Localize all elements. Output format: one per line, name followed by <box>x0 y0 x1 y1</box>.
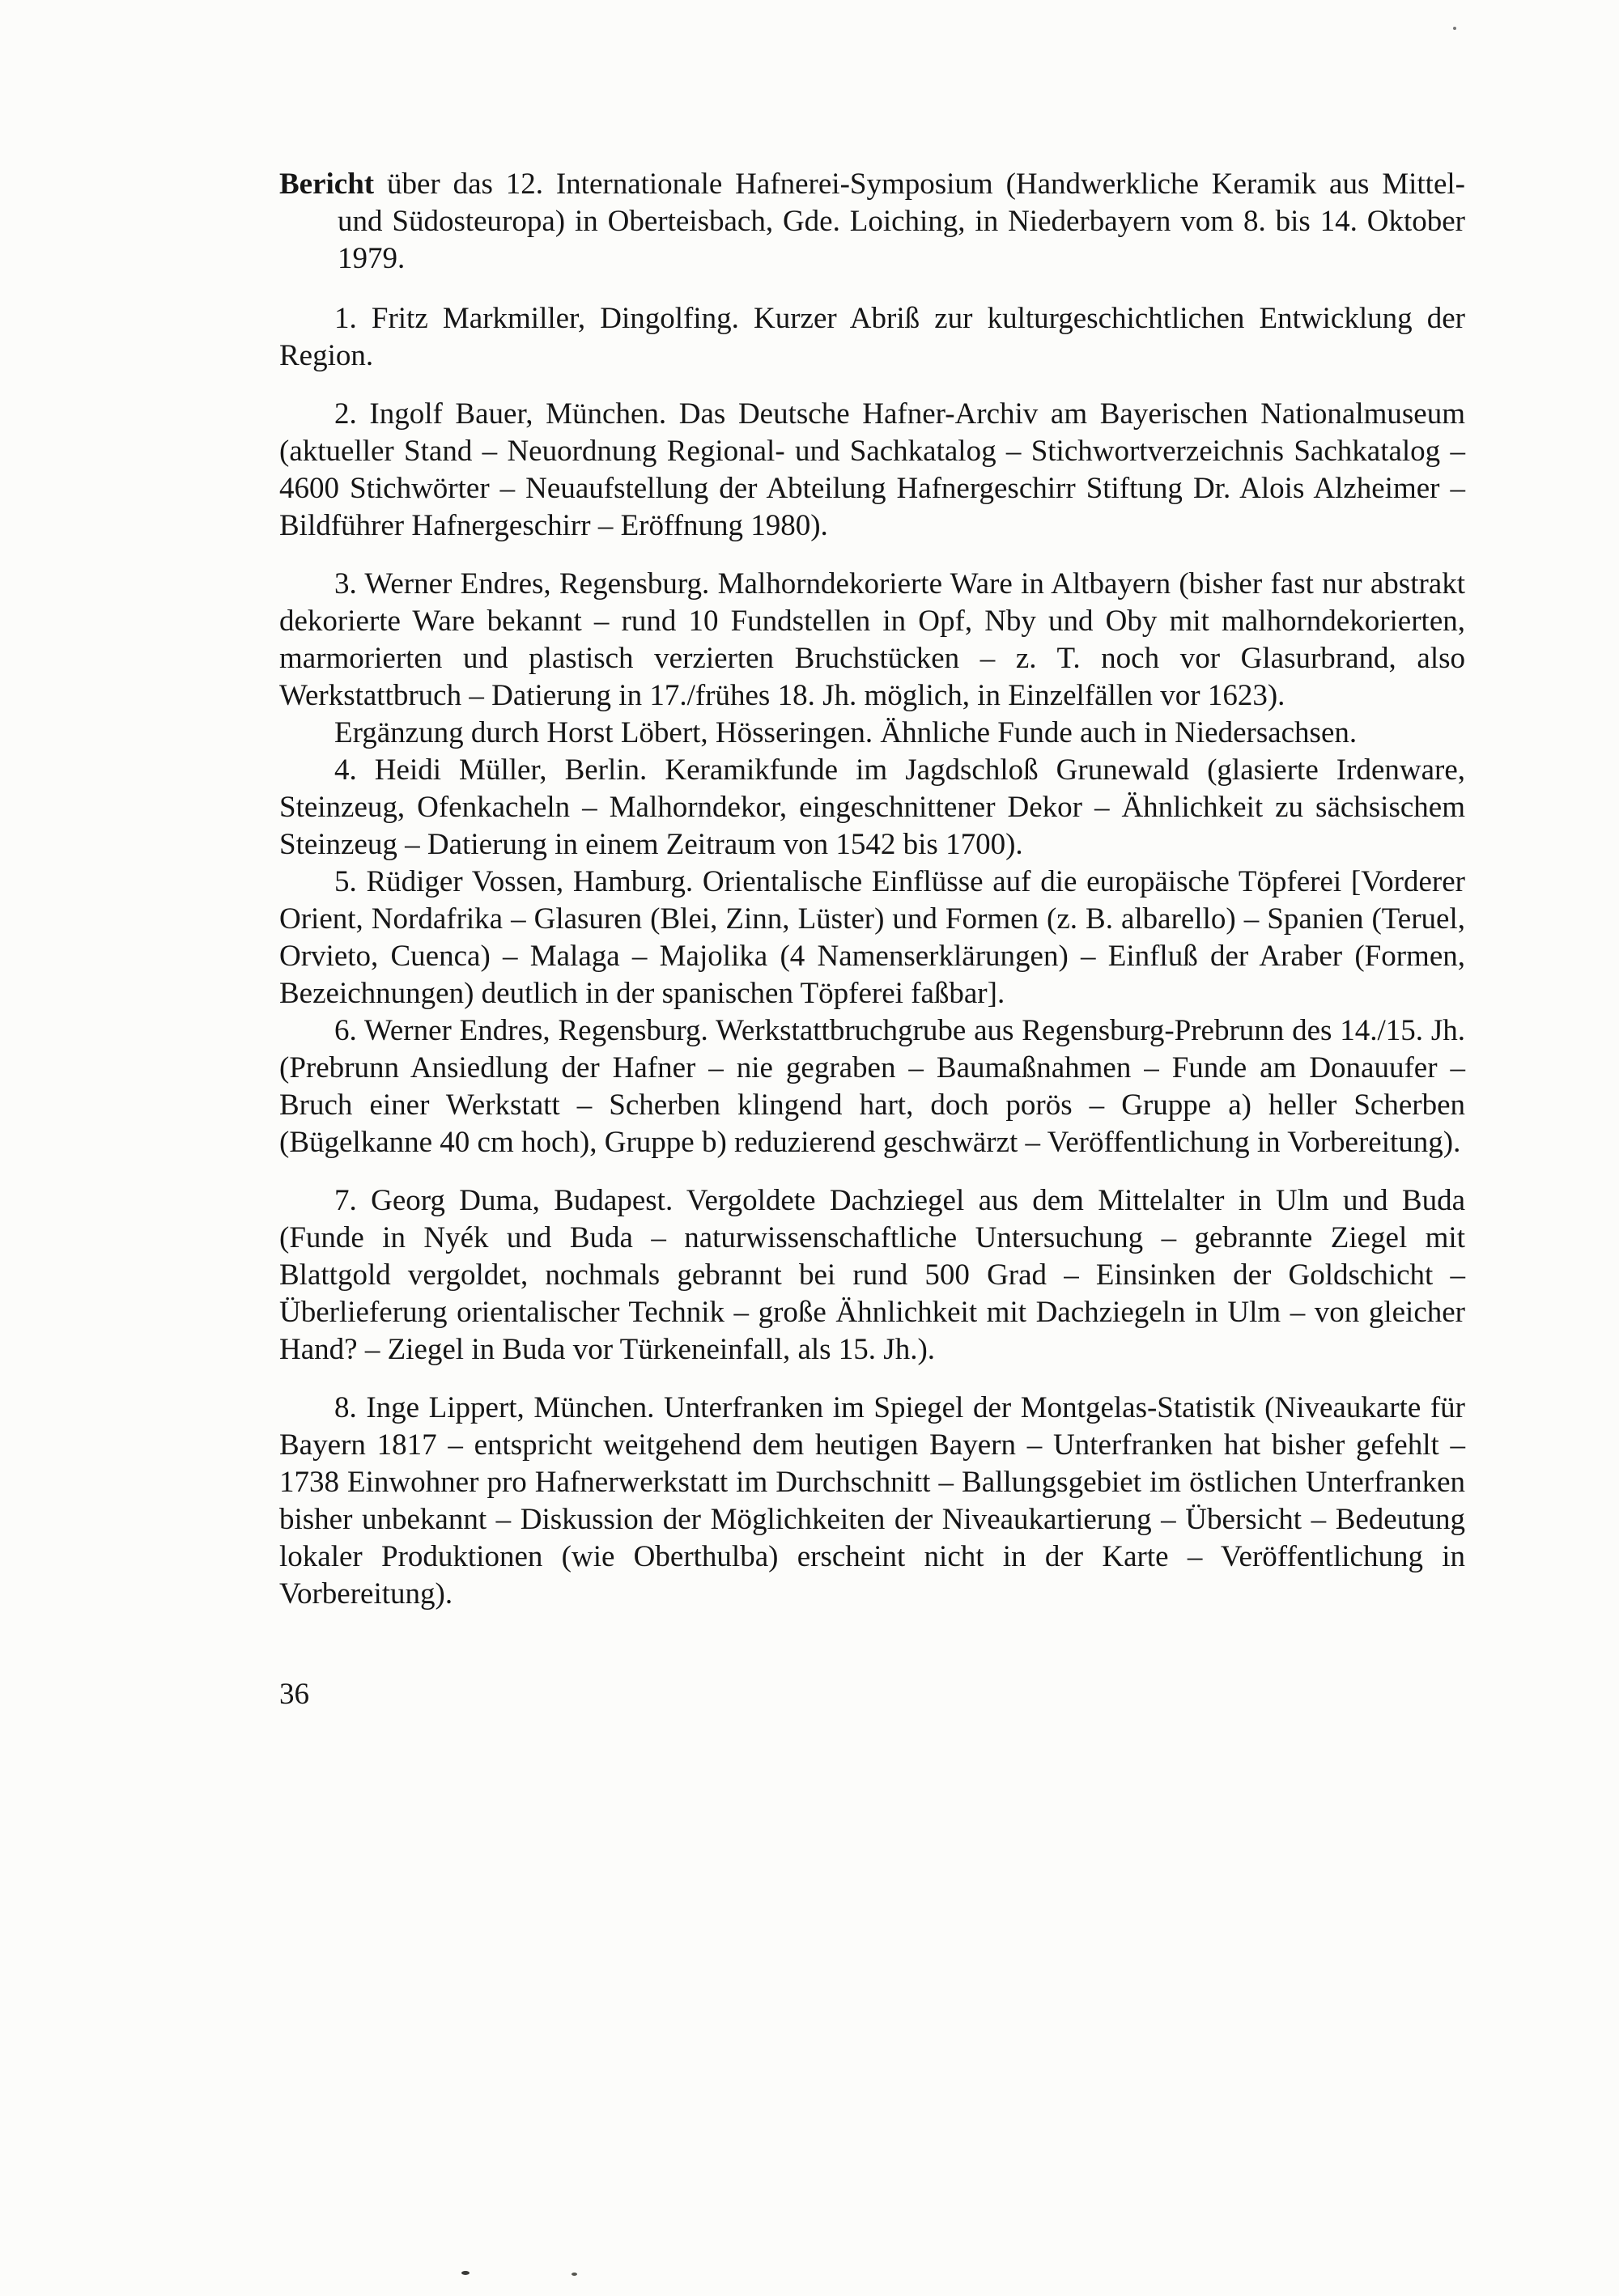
report-title <box>279 166 1465 278</box>
paragraph: 4. Heidi Müller, Berlin. Keramikfunde im Jagdschloß Grunewald (glasierte Irdenware, Steinzeug, Ofenkacheln – Malhorndekor, eingeschnittener Dekor – Ähnlichkeit zu sächsischem Steinzeug – Datierung in einem Zeitraum von 1542 bis 1700). <box>279 753 1465 861</box>
paragraph: 1. Fritz Markmiller, Dingolfing. Kurzer Abriß zur kulturgeschichtlichen Entwicklung der Region. <box>279 302 1465 372</box>
paragraph: 6. Werner Endres, Regensburg. Werkstattbruchgrube aus Regensburg-Prebrunn des 14./15. Jh. (Prebrunn Ansiedlung der Hafner – nie gegraben – Baumaßnahmen – Funde am Donauufer – Bruch einer Werkstatt – Scherben klingend hart, doch porös – Gruppe a) heller Scherben (Bügelkanne 40 cm hoch), Gruppe b) reduzierend geschwärzt – Veröffentlichung in Vorbereitung). <box>279 1014 1465 1159</box>
paragraph: 2. Ingolf Bauer, München. Das Deutsche Hafner-Archiv am Bayerischen Nationalmuseum (aktueller Stand – Neuordnung Regional- und Sachkatalog – Stichwortverzeichnis Sachkatalog – 4600 Stichwörter – Neuaufstellung der Abteilung Hafnergeschirr Stiftung Dr. Alois Alzheimer – Bildführer Hafnergeschirr – Eröffnung 1980). <box>279 397 1465 542</box>
paragraph: Ergänzung durch Horst Löbert, Hösseringen. Ähnliche Funde auch in Niedersachsen. <box>334 716 1358 749</box>
paragraph-list <box>279 300 1465 1613</box>
report-title-rest: über das 12. Internationale Hafnerei-Symposium (Handwerkliche Keramik aus Mittel- und Südosteuropa) in Oberteisbach, Gde. Loiching, in Niederbayern vom 8. bis 14. Oktober 1979. <box>338 168 1465 275</box>
page-number: 36 <box>279 1678 309 1711</box>
scan-speck <box>461 2271 470 2275</box>
paragraph: 8. Inge Lippert, München. Unterfranken im Spiegel der Montgelas-Statistik (Niveaukarte für Bayern 1817 – entspricht weitgehend dem heutigen Bayern – Unterfranken hat bisher gefehlt – 1738 Einwohner pro Hafnerwerkstatt im Durchschnitt – Ballungsgebiet im östlichen Unterfranken bisher unbekannt – Diskussion der Möglichkeiten der Niveaukartierung – Übersicht – Bedeutung lokaler Produktionen (wie Oberthulba) erscheint nicht in der Karte – Veröffentlichung in Vorbereitung). <box>279 1391 1465 1611</box>
text-block <box>279 166 1465 1713</box>
scan-speck <box>572 2273 577 2276</box>
scan-speck <box>1453 27 1456 30</box>
paragraph: 7. Georg Duma, Budapest. Vergoldete Dachziegel aus dem Mittelalter in Ulm und Buda (Funde in Nyék und Buda – naturwissenschaftliche Untersuchung – gebrannte Ziegel mit Blattgold vergoldet, nochmals gebrannt bei rund 500 Grad – Einsinken der Goldschicht – Überlieferung orientalischer Technik – große Ähnlichkeit mit Dachziegeln in Ulm – von gleicher Hand? – Ziegel in Buda vor Türkeneinfall, als 15. Jh.). <box>279 1184 1465 1366</box>
paragraph: 5. Rüdiger Vossen, Hamburg. Orientalische Einflüsse auf die europäische Töpferei [Vorderer Orient, Nordafrika – Glasuren (Blei, Zinn, Lüster) und Formen (z. B. albarello) – Spanien (Teruel, Orvieto, Cuenca) – Malaga – Majolika (4 Namenserklärungen) – Einfluß der Araber (Formen, Bezeichnungen) deutlich in der spanischen Töpferei faßbar]. <box>279 865 1465 1010</box>
paragraph: 3. Werner Endres, Regensburg. Malhorndekorierte Ware in Altbayern (bisher fast nur abstrakt dekorierte Ware bekannt – rund 10 Fundstellen in Opf, Nby und Oby mit malhorndekorierten, marmorierten und plastisch verzierten Bruchstücken – z. T. noch vor Glasurbrand, also Werkstattbruch – Datierung in 17./frühes 18. Jh. möglich, in Einzelfällen vor 1623). <box>279 567 1465 712</box>
report-title-lead: Bericht <box>279 168 375 201</box>
